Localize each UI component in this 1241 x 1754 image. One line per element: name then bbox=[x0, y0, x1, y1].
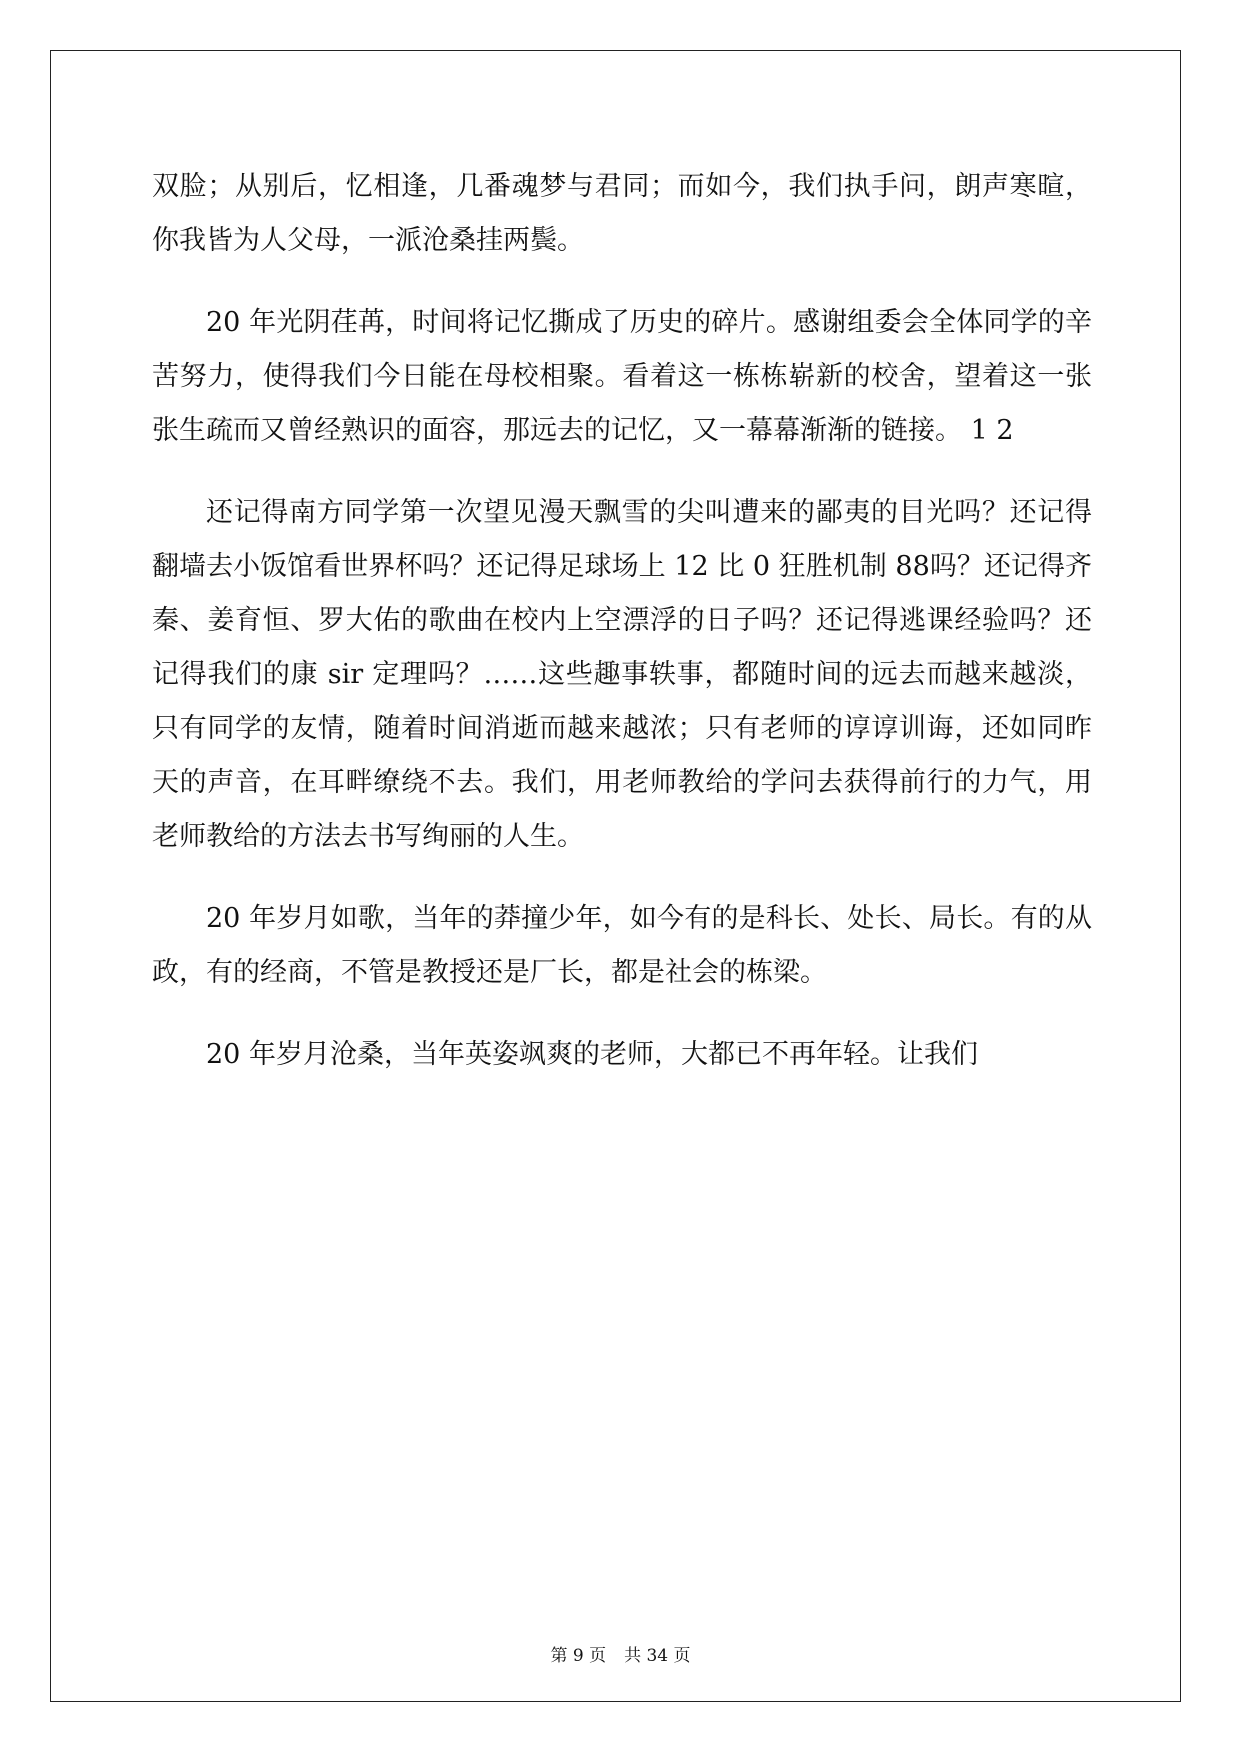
paragraph: 20 年光阴荏苒，时间将记忆撕成了历史的碎片。感谢组委会全体同学的辛苦努力，使得我们今日能在母校相聚。看着这一栋栋崭新的校舍，望着这一张张生疏而又曾经熟识的面容，那远去的记忆，又一幕幕渐渐的链接。 1 2 bbox=[152, 307, 1092, 446]
paragraph: 双脸；从别后，忆相逢，几番魂梦与君同；而如今，我们执手问，朗声寒暄，你我皆为人父母，一派沧桑挂两鬓。 bbox=[152, 171, 1092, 256]
page-total: 共 34 页 bbox=[624, 1646, 691, 1666]
page-number: 第 9 页 bbox=[550, 1646, 607, 1666]
page-footer bbox=[0, 1641, 1241, 1666]
paragraph: 还记得南方同学第一次望见漫天飘雪的尖叫遭来的鄙夷的目光吗？还记得翻墙去小饭馆看世界杯吗？还记得足球场上 12 比 0 狂胜机制 88吗？还记得齐秦、姜育恒、罗大佑的歌曲在校内上空漂浮的日子吗？还记得逃课经验吗？还记得我们的康 sir 定理吗？……这些趣事轶事，都随时间的远去而越来越淡，只有同学的友情，随着时间消逝而越来越浓；只有老师的谆谆训诲，还如同昨天的声音，在耳畔缭绕不去。我们，用老师教给的学问去获得前行的力气，用老师教给的方法去书写绚丽的人生。 bbox=[152, 497, 1092, 852]
document-body bbox=[152, 160, 1092, 1110]
paragraph: 20 年岁月沧桑，当年英姿飒爽的老师，大都已不再年轻。让我们 bbox=[206, 1039, 978, 1070]
paragraph: 20 年岁月如歌，当年的莽撞少年，如今有的是科长、处长、局长。有的从政，有的经商，不管是教授还是厂长，都是社会的栋梁。 bbox=[152, 903, 1092, 988]
